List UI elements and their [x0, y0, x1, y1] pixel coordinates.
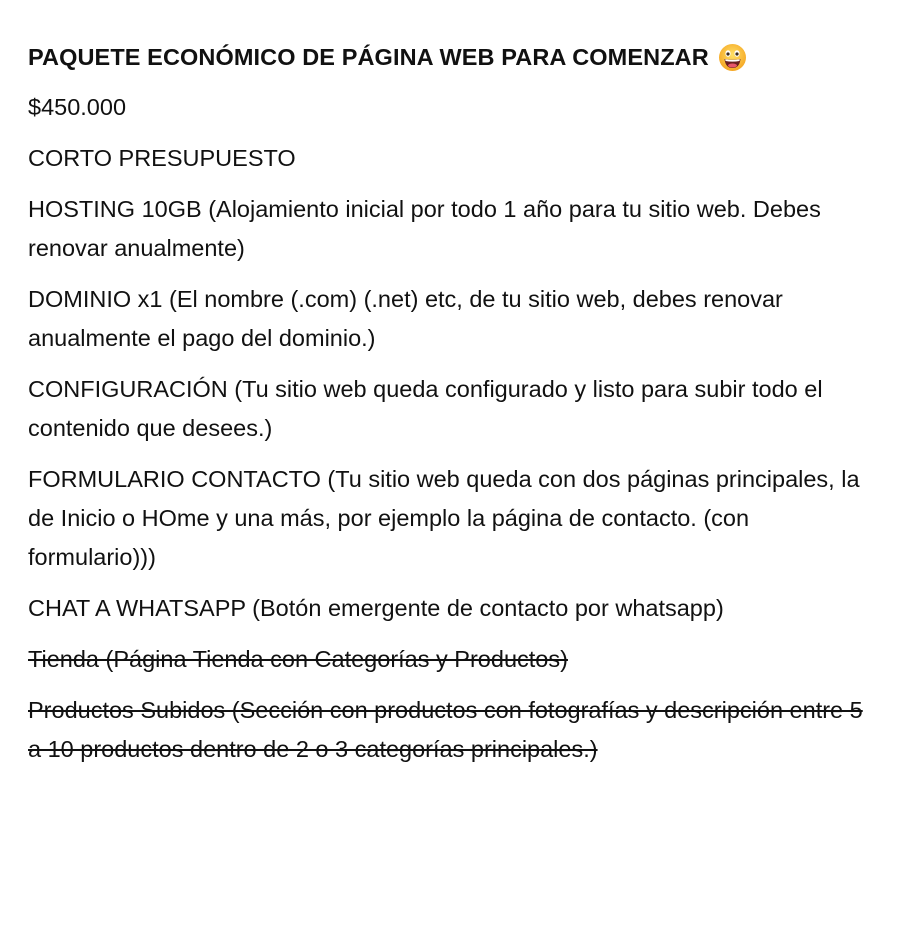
feature-store-struck: Tienda (Página Tienda con Categorías y Productos): [28, 646, 568, 672]
heading-row: [28, 38, 880, 76]
subtitle: CORTO PRESUPUESTO: [28, 145, 296, 171]
package-description: [28, 38, 880, 781]
price: $450.000: [28, 94, 127, 120]
grinning-face-icon: [718, 43, 747, 72]
feature-hosting: HOSTING 10GB (Alojamiento inicial por todo 1 año para tu sitio web. Debes renovar anualmente): [28, 196, 821, 261]
feature-contact-form: FORMULARIO CONTACTO (Tu sitio web queda con dos páginas principales, la de Inicio o HOme y una más, por ejemplo la página de contacto. (con formulario))): [28, 466, 860, 570]
feature-whatsapp-chat: CHAT A WHATSAPP (Botón emergente de contacto por whatsapp): [28, 595, 724, 621]
page-title: PAQUETE ECONÓMICO DE PÁGINA WEB PARA COMENZAR: [28, 43, 709, 70]
feature-configuration: CONFIGURACIÓN (Tu sitio web queda configurado y listo para subir todo el contenido que desees.): [28, 376, 823, 441]
feature-products-struck: Productos Subidos (Sección con productos con fotografías y descripción entre 5 a 10 productos dentro de 2 o 3 categorías principales.): [28, 697, 863, 762]
feature-domain: DOMINIO x1 (El nombre (.com) (.net) etc, de tu sitio web, debes renovar anualmente el pago del dominio.): [28, 286, 783, 351]
